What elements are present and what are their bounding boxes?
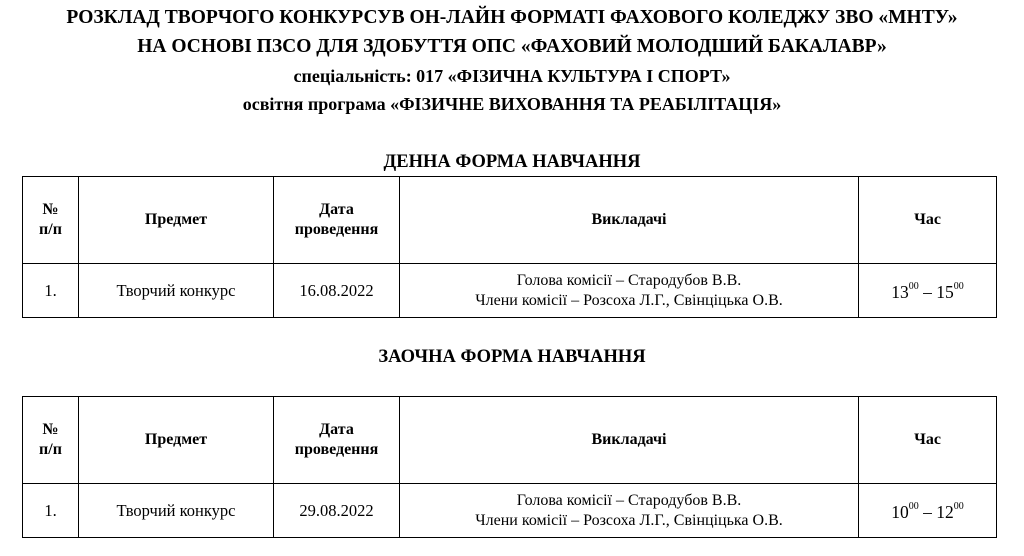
- column-header-subject: Предмет: [79, 177, 274, 264]
- time-start-hour: 10: [891, 501, 909, 522]
- header-title-line-1: РОЗКЛАД ТВОРЧОГО КОНКУРСУВ ОН-ЛАЙН ФОРМАТІ ФАХОВОГО КОЛЕДЖУ ЗВО «МНТУ»: [66, 7, 958, 28]
- table-row: [23, 264, 997, 318]
- header-specialty: спеціальність: 017 «ФІЗИЧНА КУЛЬТУРА І СПОРТ»: [293, 66, 731, 86]
- header-program: освітня програма «ФІЗИЧНЕ ВИХОВАННЯ ТА РЕАБІЛІТАЦІЯ»: [242, 94, 782, 114]
- time-end-hour: 12: [936, 501, 954, 522]
- teachers-head: Голова комісії – Стародубов В.В.: [516, 491, 742, 509]
- cell-time: [859, 264, 997, 318]
- time-end-minutes: 00: [953, 281, 964, 293]
- column-header-number-line-1: №: [42, 201, 59, 218]
- column-header-number-line-1: №: [42, 421, 59, 438]
- column-header-date-line-1: Дата: [319, 421, 354, 438]
- column-header-time: Час: [859, 177, 997, 264]
- section-title-full-time: ДЕННА ФОРМА НАВЧАННЯ: [383, 152, 641, 172]
- column-header-teachers: Викладачі: [400, 397, 859, 484]
- teachers-members: Члени комісії – Розсоха Л.Г., Свінціцька О.В.: [475, 291, 783, 309]
- cell-date: 16.08.2022: [274, 264, 400, 318]
- cell-subject: Творчий конкурс: [79, 484, 274, 538]
- teachers-members: Члени комісії – Розсоха Л.Г., Свінціцька О.В.: [475, 511, 783, 529]
- column-header-number: [23, 177, 79, 264]
- time-start-minutes: 00: [908, 501, 919, 513]
- column-header-date-line-2: проведення: [294, 441, 379, 458]
- column-header-date-line-2: проведення: [294, 221, 379, 238]
- cell-subject: Творчий конкурс: [79, 264, 274, 318]
- time-end-minutes: 00: [953, 501, 964, 513]
- column-header-subject: Предмет: [79, 397, 274, 484]
- teachers-head: Голова комісії – Стародубов В.В.: [516, 271, 742, 289]
- column-header-number-line-2: п/п: [39, 441, 62, 458]
- cell-date: 29.08.2022: [274, 484, 400, 538]
- table-header-row: [23, 177, 997, 264]
- header-title-line-2: НА ОСНОВІ ПЗСО ДЛЯ ЗДОБУТТЯ ОПС «ФАХОВИЙ МОЛОДШИЙ БАКАЛАВР»: [137, 36, 887, 57]
- cell-teachers: [400, 484, 859, 538]
- column-header-date-line-1: Дата: [319, 201, 354, 218]
- table-header-row: [23, 397, 997, 484]
- cell-number: 1.: [23, 484, 79, 538]
- table-row: [23, 484, 997, 538]
- time-separator: –: [918, 281, 937, 302]
- column-header-date: [274, 177, 400, 264]
- column-header-time: Час: [859, 397, 997, 484]
- column-header-teachers: Викладачі: [400, 177, 859, 264]
- cell-time: [859, 484, 997, 538]
- section-title-part-time: ЗАОЧНА ФОРМА НАВЧАННЯ: [378, 347, 646, 367]
- column-header-date: [274, 397, 400, 484]
- time-start-minutes: 00: [908, 281, 919, 293]
- cell-teachers: [400, 264, 859, 318]
- schedule-table-part-time: [22, 396, 997, 538]
- cell-number: 1.: [23, 264, 79, 318]
- time-end-hour: 15: [936, 281, 954, 302]
- column-header-number-line-2: п/п: [39, 221, 62, 238]
- time-start-hour: 13: [891, 281, 909, 302]
- time-separator: –: [918, 501, 937, 522]
- column-header-number: [23, 397, 79, 484]
- schedule-table-full-time: [22, 176, 997, 318]
